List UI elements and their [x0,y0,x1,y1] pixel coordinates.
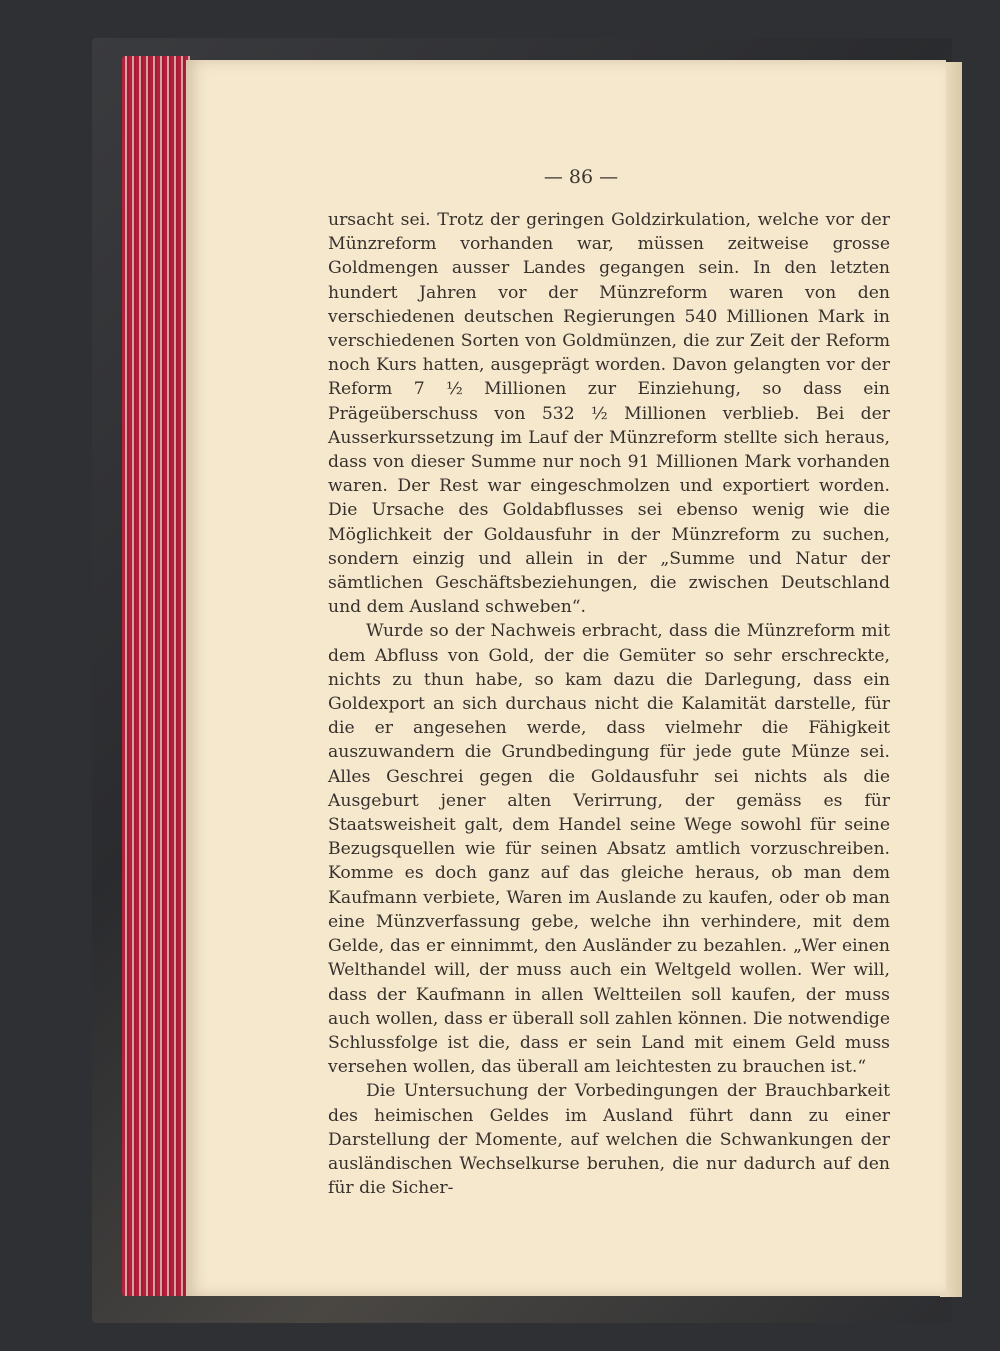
body-text [328,208,890,1200]
page-number: — 86 — [543,166,619,188]
paragraph-3: Die Untersuchung der Vorbedingungen der Brauchbarkeit des heimischen Geldes im Ausland führt dann zu einer Darstellung der Momente, auf welchen die Schwankungen der ausländischen Wechselkurse beruhen, die nur dadurch auf den für die Sicher- [328,1081,890,1199]
paragraph-2: Wurde so der Nachweis erbracht, dass die Münzreform mit dem Abfluss von Gold, der die Gemüter so sehr erschreckte, nichts zu thun habe, so kam dazu die Darlegung, dass ein Goldexport an sich durchaus nicht die Kalamität darstelle, für die er angesehen werde, dass vielmehr die Fähigkeit auszuwandern die Grundbedingung für jede gute Münze sei. Alles Geschrei gegen die Goldausfuhr sei nichts als die Ausgeburt jener alten Verirrung, der gemäss es für Staatsweisheit galt, dem Handel seine Wege sowohl für seine Bezugsquellen wie für seinen Absatz amtlich vorzuschreiben. Komme es doch ganz auf das gleiche heraus, ob man dem Kaufmann verbiete, Waren im Auslande zu kaufen, oder ob man eine Münzverfassung gebe, welche ihn verhindere, mit dem Gelde, das er einnimmt, den Ausländer zu bezahlen. „Wer einen Welthandel will, der muss auch ein Weltgeld wollen. Wer will, dass der Kaufmann in allen Weltteilen soll kaufen, der muss auch wollen, dass er überall soll zahlen können. Die notwendige Schlussfolge ist die, dass er sein Land mit einem Geld muss versehen wollen, das überall am leichtesten zu brauchen ist.“ [328,621,890,1078]
book-page [186,60,946,1296]
paragraph-1: ursacht sei. Trotz der geringen Goldzirkulation, welche vor der Münzreform vorhanden war, müssen zeitweise grosse Goldmengen ausser Landes gegangen sein. In den letzten hundert Jahren vor der Münzreform waren von den verschiedenen deutschen Regierungen 540 Millionen Mark in verschiedenen Sorten von Goldmünzen, die zur Zeit der Reform noch Kurs hatten, ausgeprägt worden. Davon gelangten vor der Reform 7 ½ Millionen zur Einziehung, so dass ein Prägeüberschuss von 532 ½ Millionen verblieb. Bei der Ausserkurssetzung im Lauf der Münzreform stellte sich heraus, dass von dieser Summe nur noch 91 Millionen Mark vorhanden waren. Der Rest war eingeschmolzen und exportiert worden. Die Ursache des Goldabflusses sei ebenso wenig wie die Möglichkeit der Goldausfuhr in der Münzreform zu suchen, sondern einzig und allein in der „Summe und Natur der sämtlichen Geschäftsbeziehungen, die zwischen Deutschland und dem Ausland schweben“. [328,210,890,618]
page-edges [122,56,190,1296]
